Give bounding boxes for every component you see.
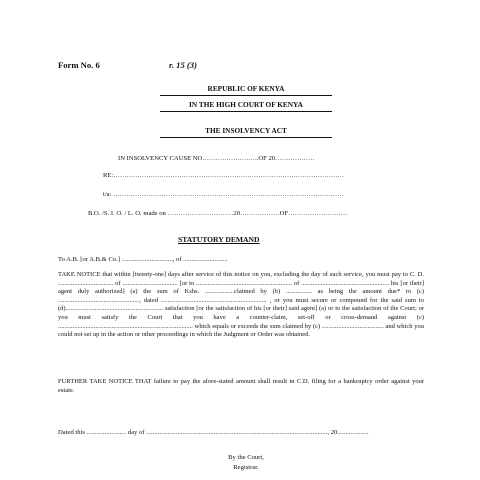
re-line: RE:…………………………………………………………………………………………… bbox=[103, 172, 345, 179]
court-heading: IN THE HIGH COURT OF KENYA bbox=[189, 100, 303, 109]
divider-line bbox=[160, 137, 332, 138]
divider-line bbox=[160, 111, 332, 112]
divider-line bbox=[160, 95, 332, 96]
notice-text: TAKE NOTICE that within [twenty-one] days after service of this notice on you, excluding the day of such service, you must pay to C. D. .................................. of .................................. [or to ........................................................... of ...................................................... his [or their] agent duly authorized] (a) the sum of Kshs. ..................claimed by (b) ................ as being the amount due* to (c) .................................................., dated ................................................................. , or you must secure or compound for the said sum to (d)............................................................ satisfaction [or the satisfaction of his [or their] said agent] (a) or to the satisfaction of the Court; or you must satisfy the Court that you have a counter-claim, set-off or cross-demand against (c) ................................................................................... which equals or exceeds the sum claimed by (c) ...................................... and which you could not set up in the action or other proceedings in which the Judgment or Order was obtained. bbox=[58, 271, 424, 339]
rule-reference: r. 15 (3) bbox=[169, 60, 197, 70]
document-title: STATUTORY DEMAND bbox=[178, 235, 260, 244]
further-notice-text: FURTHER TAKE NOTICE THAT failure to pay the afore-stated amount shall result in C.D. filing for a bankruptcy order against your estate. bbox=[58, 378, 424, 394]
order-made-line: B.O. /S. I. O. / L. O. made on …………………………20………………OF……………………… bbox=[88, 210, 348, 217]
addressee-line: To A.B. [or A.B.& Co.] ..............................., of ........................... bbox=[58, 256, 228, 263]
form-number: Form No. 6 bbox=[58, 60, 100, 70]
registrar-signature: Registrar. bbox=[233, 464, 259, 471]
further-notice-paragraph bbox=[58, 378, 424, 395]
notice-paragraph bbox=[58, 271, 424, 340]
trading-as-line: t/a: …………………………………………………………………………………………… bbox=[103, 191, 344, 198]
act-heading: THE INSOLVENCY ACT bbox=[205, 126, 287, 135]
cause-line: IN INSOLVENCY CAUSE NO……………………..OF 20……………… bbox=[118, 155, 315, 162]
by-the-court: By the Court, bbox=[228, 454, 264, 461]
republic-heading: REPUBLIC OF KENYA bbox=[207, 84, 285, 93]
dated-line: Dated this ........................ day of .............................................................................................................., 20................... bbox=[58, 429, 369, 436]
